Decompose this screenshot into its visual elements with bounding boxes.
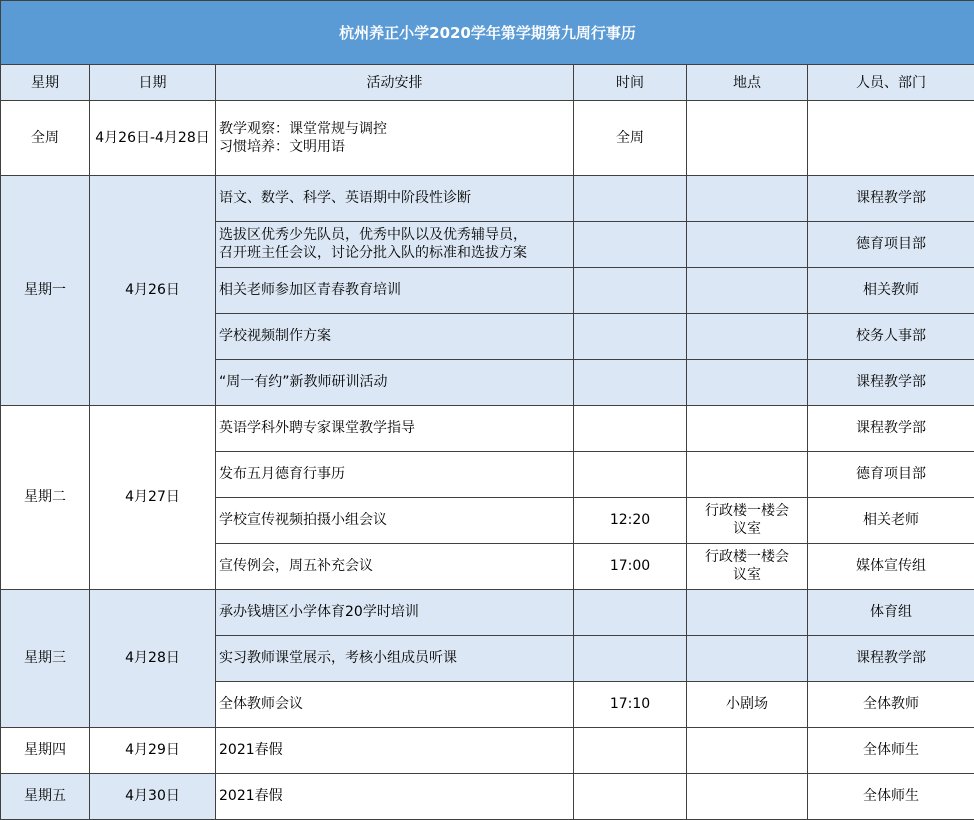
activity-line: 召开班主任会议，讨论分批入队的标准和选拔方案: [219, 245, 527, 262]
people-cell[interactable]: [808, 101, 974, 176]
place-line: 行政楼一楼会: [705, 549, 789, 566]
activity-cell[interactable]: 相关老师参加区青春教育培训: [216, 267, 574, 313]
place-cell[interactable]: [687, 635, 808, 681]
place-cell[interactable]: [687, 451, 808, 497]
activity-cell[interactable]: “周一有约”新教师研训活动: [216, 359, 574, 405]
date-cell[interactable]: 4月26日: [90, 175, 216, 405]
activity-cell[interactable]: 2021春假: [216, 773, 574, 819]
activity-cell[interactable]: [216, 101, 574, 176]
people-cell[interactable]: 课程教学部: [808, 635, 974, 681]
date-cell[interactable]: 4月29日: [90, 727, 216, 773]
time-cell[interactable]: [574, 175, 687, 221]
place-cell[interactable]: [687, 497, 808, 543]
people-cell[interactable]: 德育项目部: [808, 221, 974, 267]
activity-line: 习惯培养：文明用语: [219, 139, 345, 155]
header-time[interactable]: 时间: [574, 65, 687, 101]
time-cell[interactable]: 全周: [574, 101, 687, 176]
time-cell[interactable]: [574, 451, 687, 497]
activity-line: 教学观察：课堂常规与调控: [219, 121, 387, 137]
time-cell[interactable]: 17:00: [574, 543, 687, 589]
header-activity[interactable]: 活动安排: [216, 65, 574, 101]
people-cell[interactable]: 校务人事部: [808, 313, 974, 359]
day-cell[interactable]: 星期三: [1, 589, 90, 727]
place-line: 议室: [733, 567, 761, 584]
people-cell[interactable]: 媒体宣传组: [808, 543, 974, 589]
header-day[interactable]: 星期: [1, 65, 90, 101]
day-cell[interactable]: 星期四: [1, 727, 90, 773]
people-cell[interactable]: 相关老师: [808, 497, 974, 543]
time-cell[interactable]: [574, 267, 687, 313]
activity-cell[interactable]: 英语学科外聘专家课堂教学指导: [216, 405, 574, 451]
place-cell[interactable]: [687, 543, 808, 589]
activity-cell[interactable]: 学校宣传视频拍摄小组会议: [216, 497, 574, 543]
place-cell[interactable]: [687, 313, 808, 359]
place-cell[interactable]: [687, 405, 808, 451]
place-cell[interactable]: [687, 359, 808, 405]
table-row: [1, 175, 974, 221]
header-row: [1, 65, 974, 101]
time-cell[interactable]: 12:20: [574, 497, 687, 543]
place-cell[interactable]: [687, 101, 808, 176]
time-cell[interactable]: [574, 313, 687, 359]
place-cell[interactable]: 小剧场: [687, 681, 808, 727]
activity-cell[interactable]: 2021春假: [216, 727, 574, 773]
time-cell[interactable]: [574, 589, 687, 635]
time-cell[interactable]: [574, 221, 687, 267]
activity-cell[interactable]: 发布五月德育行事历: [216, 451, 574, 497]
date-cell[interactable]: 4月28日: [90, 589, 216, 727]
header-place[interactable]: 地点: [687, 65, 808, 101]
people-cell[interactable]: 全体教师: [808, 681, 974, 727]
place-cell[interactable]: [687, 773, 808, 819]
table-row: [1, 773, 974, 819]
day-cell[interactable]: 星期一: [1, 175, 90, 405]
place-cell[interactable]: [687, 727, 808, 773]
time-cell[interactable]: [574, 405, 687, 451]
people-cell[interactable]: 全体师生: [808, 773, 974, 819]
schedule-title[interactable]: 杭州养正小学2020学年第学期第九周行事历: [1, 1, 974, 65]
people-cell[interactable]: 体育组: [808, 589, 974, 635]
time-cell[interactable]: [574, 635, 687, 681]
header-date[interactable]: 日期: [90, 65, 216, 101]
place-cell[interactable]: [687, 221, 808, 267]
date-cell[interactable]: 4月27日: [90, 405, 216, 589]
activity-line: 选拔区优秀少先队员，优秀中队以及优秀辅导员，: [219, 227, 527, 244]
activity-cell[interactable]: 宣传例会，周五补充会议: [216, 543, 574, 589]
activity-cell[interactable]: 学校视频制作方案: [216, 313, 574, 359]
date-cell[interactable]: 4月30日: [90, 773, 216, 819]
header-people[interactable]: 人员、部门: [808, 65, 974, 101]
time-cell[interactable]: [574, 359, 687, 405]
people-cell[interactable]: 课程教学部: [808, 359, 974, 405]
table-row: [1, 727, 974, 773]
place-cell[interactable]: [687, 267, 808, 313]
activity-cell[interactable]: 全体教师会议: [216, 681, 574, 727]
table-row: [1, 101, 974, 176]
table-row: [1, 589, 974, 635]
people-cell[interactable]: 课程教学部: [808, 405, 974, 451]
activity-cell[interactable]: 语文、数学、科学、英语期中阶段性诊断: [216, 175, 574, 221]
people-cell[interactable]: 全体师生: [808, 727, 974, 773]
day-cell[interactable]: 全周: [1, 101, 90, 176]
day-cell[interactable]: 星期二: [1, 405, 90, 589]
table-row: [1, 405, 974, 451]
place-line: 议室: [733, 521, 761, 538]
time-cell[interactable]: [574, 727, 687, 773]
activity-cell[interactable]: 承办钱塘区小学体育20学时培训: [216, 589, 574, 635]
activity-cell[interactable]: 实习教师课堂展示，考核小组成员听课: [216, 635, 574, 681]
place-cell[interactable]: [687, 175, 808, 221]
time-cell[interactable]: [574, 773, 687, 819]
time-cell[interactable]: 17:10: [574, 681, 687, 727]
people-cell[interactable]: 相关教师: [808, 267, 974, 313]
place-cell[interactable]: [687, 589, 808, 635]
date-cell[interactable]: 4月26日-4月28日: [90, 101, 216, 176]
day-cell[interactable]: 星期五: [1, 773, 90, 819]
people-cell[interactable]: 课程教学部: [808, 175, 974, 221]
activity-cell[interactable]: [216, 221, 574, 267]
people-cell[interactable]: 德育项目部: [808, 451, 974, 497]
place-line: 行政楼一楼会: [705, 503, 789, 520]
